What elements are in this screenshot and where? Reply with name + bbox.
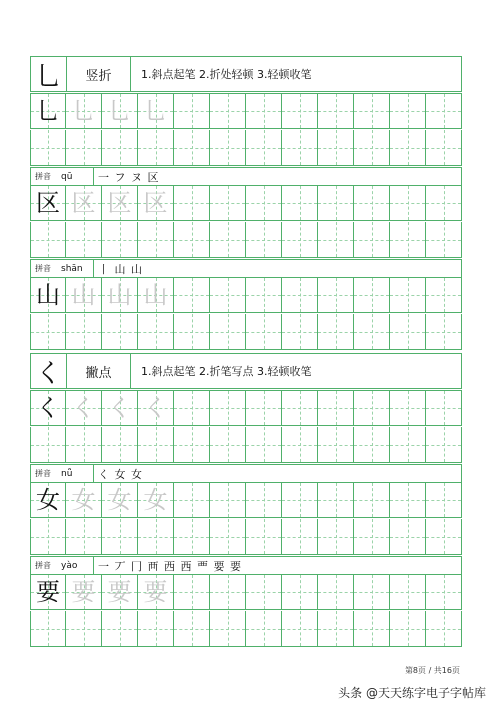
practice-cell[interactable] — [30, 611, 66, 647]
practice-cell[interactable] — [318, 314, 354, 350]
practice-cell[interactable] — [318, 277, 354, 313]
practice-cell[interactable] — [354, 222, 390, 258]
practice-cell[interactable] — [426, 574, 462, 610]
practice-cell[interactable] — [390, 277, 426, 313]
practice-cell[interactable] — [246, 519, 282, 555]
practice-cell[interactable] — [282, 222, 318, 258]
practice-cell[interactable] — [138, 390, 174, 426]
practice-cell[interactable] — [66, 611, 102, 647]
practice-row — [30, 314, 462, 350]
practice-cell[interactable] — [246, 93, 282, 129]
pinyin-row — [30, 556, 462, 574]
practice-cell[interactable] — [210, 314, 246, 350]
practice-cell[interactable] — [138, 611, 174, 647]
practice-cell[interactable] — [426, 611, 462, 647]
practice-cell[interactable] — [246, 574, 282, 610]
practice-cell[interactable] — [354, 427, 390, 463]
practice-cell[interactable] — [102, 427, 138, 463]
practice-cell[interactable] — [282, 185, 318, 221]
practice-cell[interactable] — [102, 277, 138, 313]
practice-cell[interactable] — [138, 574, 174, 610]
practice-cell[interactable] — [282, 427, 318, 463]
header-stroke-char: 乚 — [31, 57, 67, 91]
practice-cell[interactable] — [174, 427, 210, 463]
practice-cell[interactable] — [30, 314, 66, 350]
practice-cell[interactable] — [318, 130, 354, 166]
practice-cell[interactable] — [246, 222, 282, 258]
practice-cell[interactable] — [66, 130, 102, 166]
practice-cell[interactable] — [318, 482, 354, 518]
practice-cell[interactable] — [174, 574, 210, 610]
trace-char: 区 — [107, 189, 132, 217]
practice-cell[interactable] — [426, 277, 462, 313]
stroke-header-piedian — [30, 353, 462, 389]
practice-cell[interactable] — [246, 390, 282, 426]
practice-cell[interactable] — [282, 314, 318, 350]
practice-cell[interactable] — [318, 574, 354, 610]
practice-cell[interactable] — [66, 314, 102, 350]
practice-row — [30, 611, 462, 647]
page-number: 第8页 / 共16页 — [404, 666, 460, 675]
practice-cell[interactable] — [30, 93, 66, 129]
practice-cell[interactable] — [210, 390, 246, 426]
practice-cell[interactable] — [282, 130, 318, 166]
practice-cell[interactable] — [318, 519, 354, 555]
trace-char: 乚 — [71, 97, 96, 125]
trace-char: く — [143, 394, 168, 422]
practice-row — [30, 427, 462, 463]
practice-cell[interactable] — [210, 222, 246, 258]
practice-cell[interactable] — [210, 482, 246, 518]
practice-cell[interactable] — [174, 314, 210, 350]
practice-cell[interactable] — [282, 482, 318, 518]
practice-cell[interactable] — [138, 222, 174, 258]
practice-cell[interactable] — [318, 222, 354, 258]
practice-cell[interactable] — [174, 277, 210, 313]
header-stroke-tips: 1.斜点起笔 2.折处轻顿 3.轻顿收笔 — [141, 68, 312, 81]
practice-cell[interactable] — [354, 611, 390, 647]
practice-cell[interactable] — [102, 574, 138, 610]
practice-cell[interactable] — [210, 519, 246, 555]
practice-cell[interactable] — [102, 93, 138, 129]
practice-cell[interactable] — [282, 574, 318, 610]
trace-char: 女 — [107, 486, 132, 514]
practice-cell[interactable] — [354, 519, 390, 555]
practice-cell[interactable] — [30, 277, 66, 313]
pinyin-row — [30, 259, 462, 277]
pinyin-label: 拼音 — [35, 469, 51, 478]
practice-cell[interactable] — [138, 519, 174, 555]
practice-cell[interactable] — [390, 611, 426, 647]
trace-char: 山 — [71, 281, 96, 309]
practice-cell[interactable] — [354, 277, 390, 313]
practice-cell[interactable] — [390, 185, 426, 221]
practice-cell[interactable] — [426, 519, 462, 555]
practice-cell[interactable] — [282, 277, 318, 313]
practice-cell[interactable] — [426, 185, 462, 221]
practice-cell[interactable] — [210, 611, 246, 647]
practice-row — [30, 574, 462, 610]
practice-cell[interactable] — [174, 390, 210, 426]
header-stroke-char: く — [31, 354, 67, 388]
practice-cell[interactable] — [66, 519, 102, 555]
practice-cell[interactable] — [210, 427, 246, 463]
practice-cell[interactable] — [426, 222, 462, 258]
trace-char: 要 — [143, 578, 168, 606]
model-char: 女 — [36, 486, 60, 514]
practice-cell[interactable] — [66, 222, 102, 258]
practice-cell[interactable] — [246, 277, 282, 313]
practice-cell[interactable] — [210, 130, 246, 166]
practice-cell[interactable] — [318, 390, 354, 426]
trace-char: 山 — [107, 281, 132, 309]
practice-cell[interactable] — [174, 482, 210, 518]
practice-row — [30, 185, 462, 221]
practice-row — [30, 277, 462, 313]
practice-cell[interactable] — [426, 482, 462, 518]
pinyin-label: 拼音 — [35, 561, 51, 570]
trace-char: 山 — [143, 281, 168, 309]
practice-cell[interactable] — [390, 519, 426, 555]
practice-cell[interactable] — [390, 314, 426, 350]
practice-cell[interactable] — [354, 93, 390, 129]
practice-cell[interactable] — [138, 482, 174, 518]
practice-cell[interactable] — [246, 185, 282, 221]
practice-cell[interactable] — [174, 222, 210, 258]
practice-cell[interactable] — [30, 574, 66, 610]
trace-char: く — [71, 394, 96, 422]
header-stroke-name: 竖折 — [67, 57, 131, 91]
pinyin-label: 拼音 — [35, 172, 51, 181]
practice-cell[interactable] — [102, 390, 138, 426]
practice-cell[interactable] — [30, 482, 66, 518]
practice-cell[interactable] — [66, 390, 102, 426]
practice-cell[interactable] — [102, 222, 138, 258]
practice-cell[interactable] — [390, 390, 426, 426]
practice-row — [30, 482, 462, 518]
practice-cell[interactable] — [246, 314, 282, 350]
pinyin-value: qū — [61, 171, 73, 182]
trace-char: 区 — [143, 189, 168, 217]
trace-char: 乚 — [143, 97, 168, 125]
pinyin-value: yào — [61, 560, 78, 571]
pinyin-row — [30, 167, 462, 185]
practice-cell[interactable] — [30, 130, 66, 166]
practice-row — [30, 390, 462, 426]
stroke-order: く 女 女 — [93, 465, 143, 482]
practice-cell[interactable] — [390, 130, 426, 166]
model-char: 区 — [36, 189, 60, 217]
practice-cell[interactable] — [30, 222, 66, 258]
header-stroke-tips: 1.斜点起笔 2.折笔写点 3.轻顿收笔 — [141, 365, 312, 378]
practice-cell[interactable] — [246, 427, 282, 463]
practice-row — [30, 130, 462, 166]
practice-cell[interactable] — [390, 222, 426, 258]
practice-cell[interactable] — [426, 93, 462, 129]
practice-cell[interactable] — [102, 611, 138, 647]
practice-cell[interactable] — [138, 185, 174, 221]
practice-cell[interactable] — [66, 427, 102, 463]
practice-cell[interactable] — [30, 519, 66, 555]
pinyin-row — [30, 464, 462, 482]
source-watermark: 头条 @天天练字电子字帖库 — [338, 686, 486, 700]
practice-cell[interactable] — [390, 574, 426, 610]
practice-cell[interactable] — [354, 574, 390, 610]
practice-cell[interactable] — [30, 185, 66, 221]
practice-cell[interactable] — [318, 185, 354, 221]
practice-cell[interactable] — [30, 427, 66, 463]
practice-cell[interactable] — [102, 130, 138, 166]
practice-cell[interactable] — [354, 390, 390, 426]
practice-cell[interactable] — [102, 519, 138, 555]
practice-cell[interactable] — [282, 611, 318, 647]
practice-cell[interactable] — [66, 482, 102, 518]
trace-char: 要 — [71, 578, 96, 606]
stroke-order: 一 丆 冂 襾 西 西 覀 要 要 — [93, 557, 242, 574]
practice-cell[interactable] — [210, 185, 246, 221]
practice-cell[interactable] — [390, 427, 426, 463]
stroke-header-shuzhe — [30, 56, 462, 92]
practice-cell[interactable] — [354, 185, 390, 221]
trace-char: 乚 — [107, 97, 132, 125]
practice-cell[interactable] — [246, 130, 282, 166]
stroke-order: 一 フ ヌ 区 — [93, 168, 160, 185]
pinyin-value: nǚ — [61, 468, 73, 479]
practice-cell[interactable] — [210, 277, 246, 313]
practice-cell[interactable] — [30, 390, 66, 426]
trace-char: 女 — [71, 486, 96, 514]
practice-cell[interactable] — [66, 277, 102, 313]
practice-cell[interactable] — [426, 427, 462, 463]
practice-cell[interactable] — [66, 93, 102, 129]
pinyin-value: shān — [61, 263, 83, 274]
trace-char: 要 — [107, 578, 132, 606]
practice-cell[interactable] — [282, 390, 318, 426]
practice-cell[interactable] — [318, 611, 354, 647]
practice-cell[interactable] — [138, 427, 174, 463]
practice-row — [30, 519, 462, 555]
practice-cell[interactable] — [426, 130, 462, 166]
practice-cell[interactable] — [66, 185, 102, 221]
practice-cell[interactable] — [66, 574, 102, 610]
trace-char: く — [107, 394, 132, 422]
header-stroke-name: 撇点 — [67, 354, 131, 388]
practice-cell[interactable] — [318, 93, 354, 129]
practice-cell[interactable] — [354, 482, 390, 518]
practice-cell[interactable] — [426, 314, 462, 350]
practice-cell[interactable] — [210, 93, 246, 129]
pinyin-label: 拼音 — [35, 264, 51, 273]
practice-cell[interactable] — [174, 130, 210, 166]
model-char: く — [36, 394, 60, 422]
practice-cell[interactable] — [174, 611, 210, 647]
model-char: 乚 — [36, 97, 60, 125]
trace-char: 区 — [71, 189, 96, 217]
practice-cell[interactable] — [210, 574, 246, 610]
practice-cell[interactable] — [174, 185, 210, 221]
model-char: 山 — [36, 281, 60, 309]
practice-cell[interactable] — [138, 277, 174, 313]
practice-cell[interactable] — [138, 93, 174, 129]
practice-cell[interactable] — [138, 314, 174, 350]
model-char: 要 — [36, 578, 60, 606]
practice-cell[interactable] — [390, 93, 426, 129]
practice-cell[interactable] — [282, 93, 318, 129]
practice-cell[interactable] — [246, 611, 282, 647]
practice-cell[interactable] — [354, 130, 390, 166]
practice-cell[interactable] — [318, 427, 354, 463]
practice-cell[interactable] — [138, 130, 174, 166]
practice-cell[interactable] — [354, 314, 390, 350]
practice-row — [30, 93, 462, 129]
practice-cell[interactable] — [282, 519, 318, 555]
practice-cell[interactable] — [102, 482, 138, 518]
stroke-order: 丨 山 山 — [93, 260, 143, 277]
practice-cell[interactable] — [246, 482, 282, 518]
practice-cell[interactable] — [174, 93, 210, 129]
practice-row — [30, 222, 462, 258]
practice-cell[interactable] — [426, 390, 462, 426]
trace-char: 女 — [143, 486, 168, 514]
practice-cell[interactable] — [102, 314, 138, 350]
practice-cell[interactable] — [102, 185, 138, 221]
practice-cell[interactable] — [174, 519, 210, 555]
practice-cell[interactable] — [390, 482, 426, 518]
